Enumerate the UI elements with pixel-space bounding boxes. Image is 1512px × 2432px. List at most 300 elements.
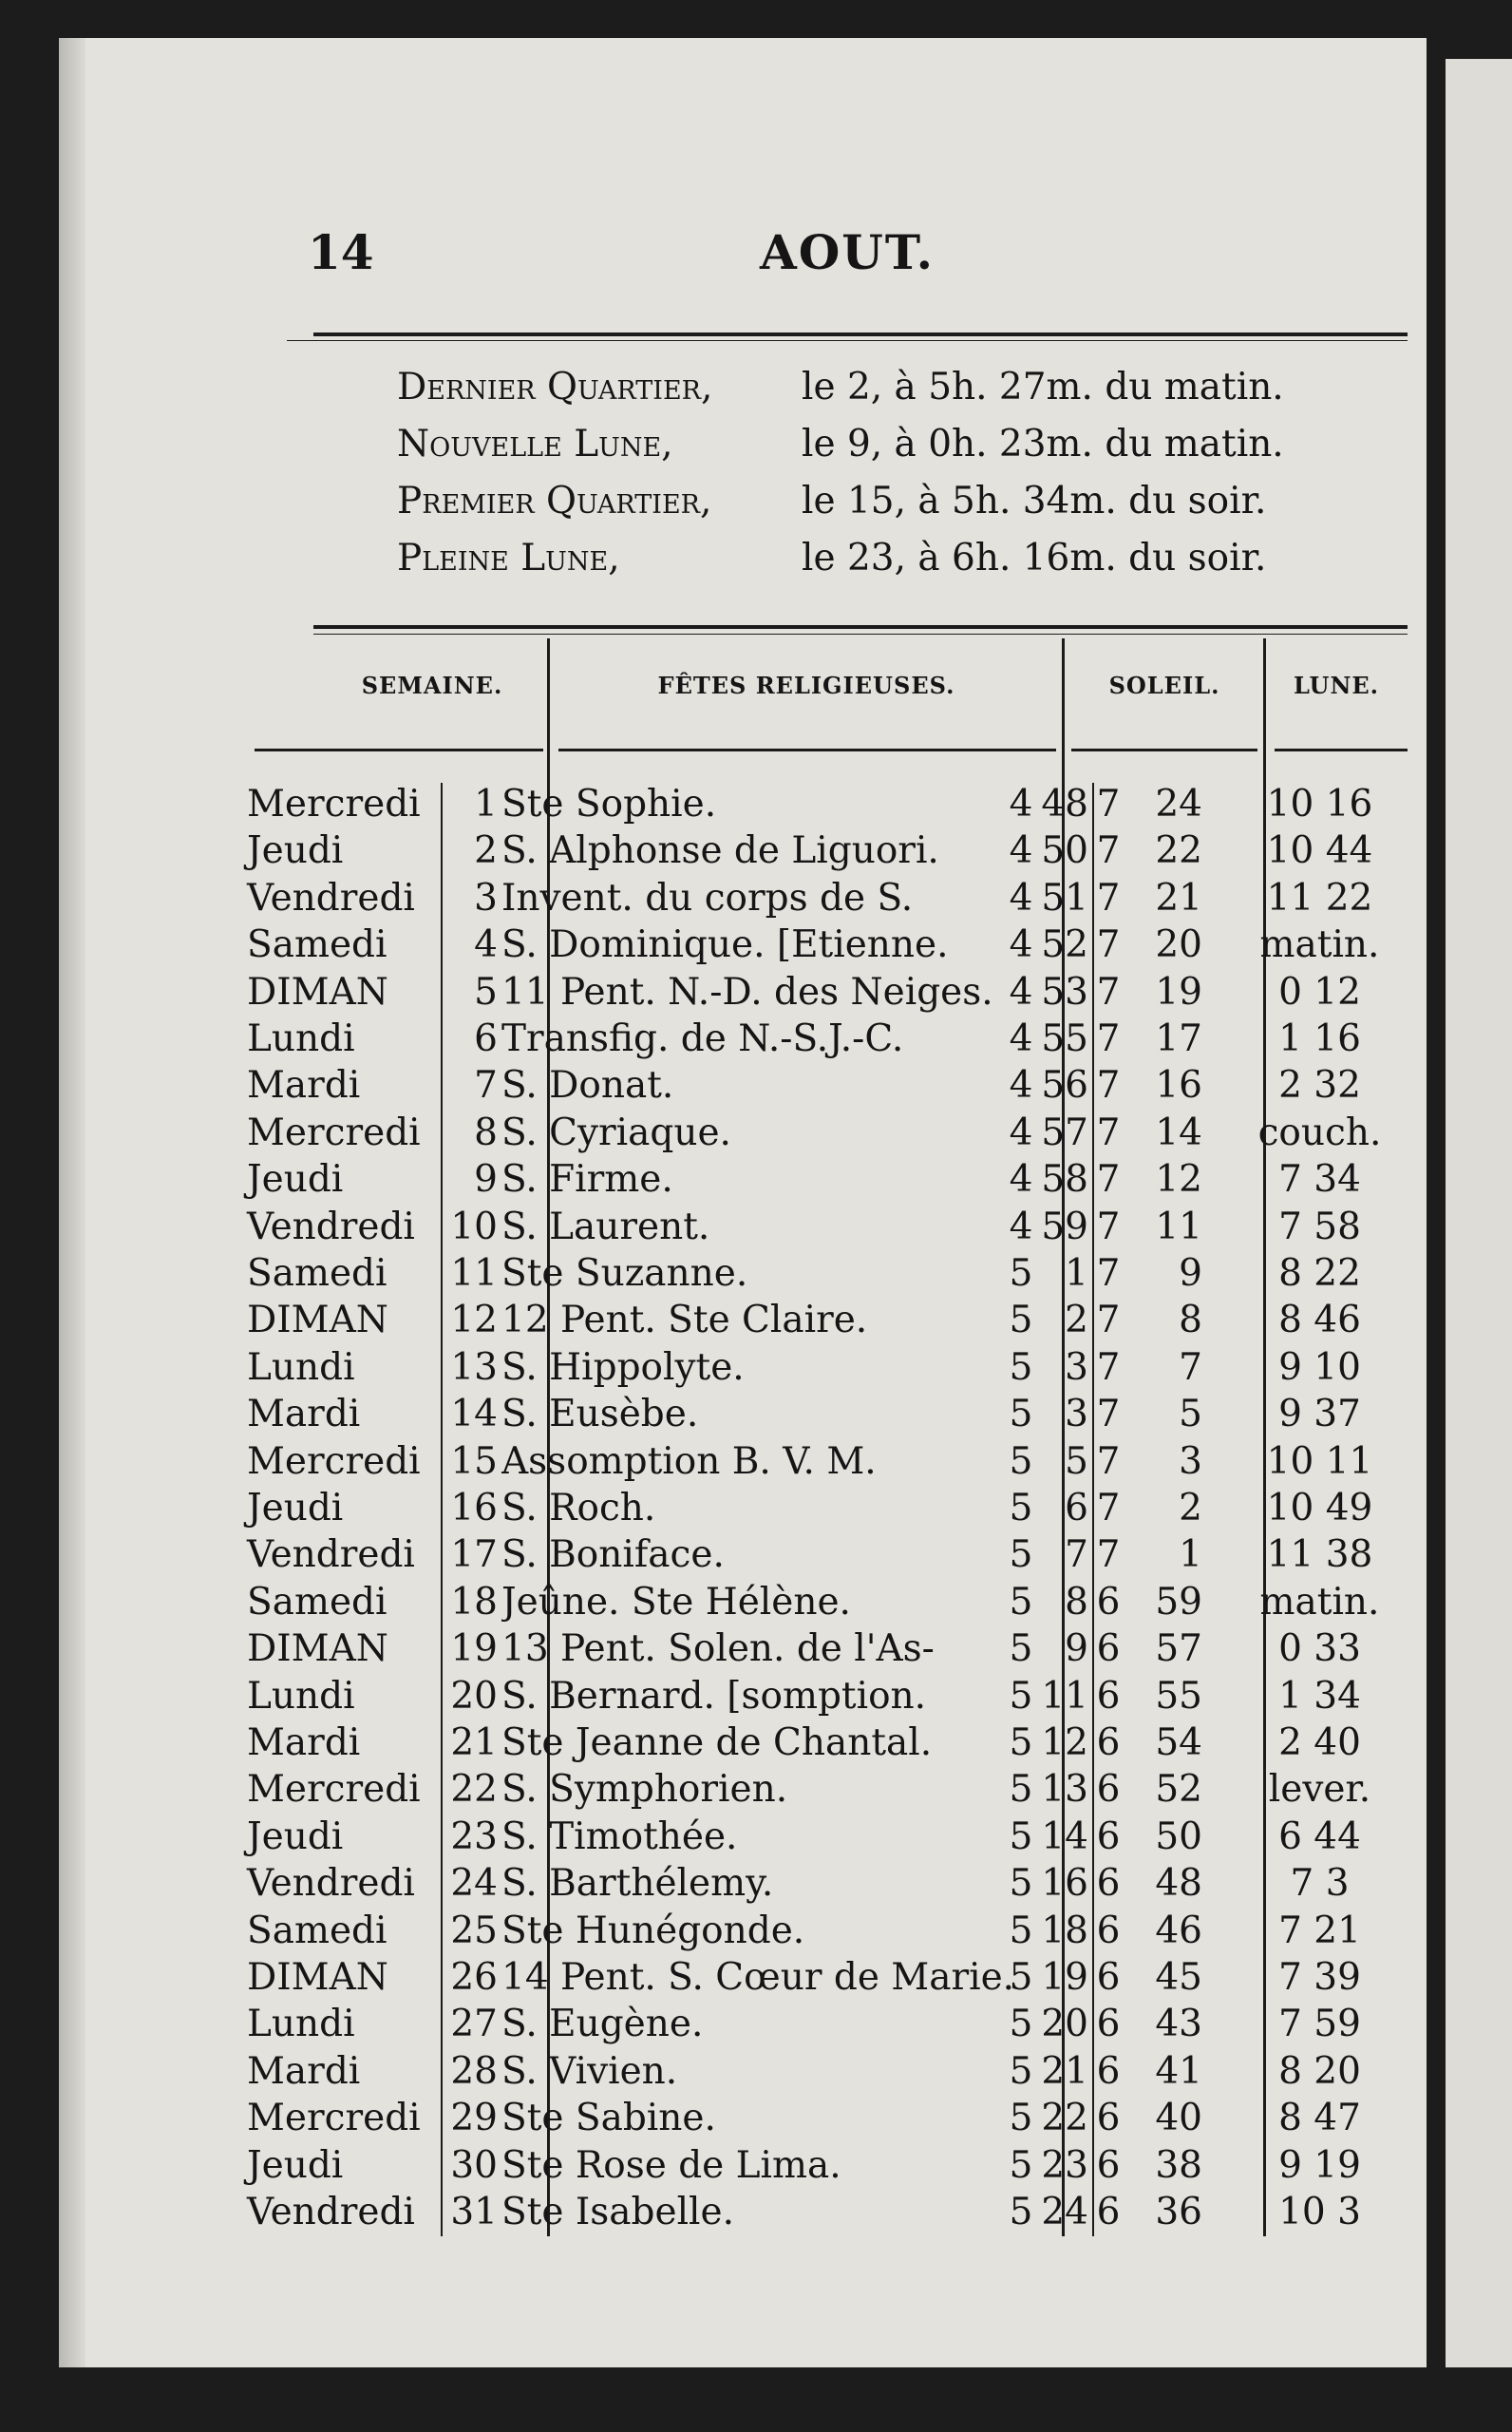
day-name: Mardi [247, 1721, 361, 1764]
sunset-minute: 2 [1179, 1487, 1202, 1530]
day-number: 14 [450, 1393, 498, 1436]
sunset-hour: 6 [1096, 1862, 1121, 1906]
day-number: 31 [450, 2191, 498, 2233]
sunrise-minute: 53 [1041, 970, 1088, 1014]
day-name: Lundi [247, 1674, 355, 1718]
facing-page-edge [1446, 59, 1512, 2367]
sunset-hour: 6 [1096, 2191, 1121, 2233]
feast-name: S. Laurent. [501, 1205, 710, 1248]
moon-time: 10 49 [1266, 1487, 1373, 1530]
day-number: 6 [474, 1017, 498, 1060]
sunset-minute: 19 [1155, 970, 1202, 1014]
sunrise-hour: 5 [1009, 1439, 1033, 1483]
day-name: DIMAN [247, 1299, 388, 1342]
sunrise-minute: 5 [1065, 1439, 1088, 1483]
sunrise-minute: 14 [1041, 1814, 1088, 1858]
sunset-minute: 11 [1155, 1205, 1202, 1248]
sunrise-hour: 5 [1009, 1862, 1033, 1906]
table-row [59, 1766, 1427, 1813]
day-number: 23 [450, 1814, 498, 1858]
day-number: 17 [450, 1533, 498, 1577]
table-top-rule-thin [313, 634, 1408, 635]
day-number: 13 [450, 1345, 498, 1389]
moon-time: matin. [1259, 923, 1380, 967]
sunrise-hour: 5 [1009, 1909, 1033, 1952]
moon-time: 8 47 [1278, 2097, 1361, 2140]
sunrise-hour: 5 [1009, 1956, 1033, 1999]
sunrise-minute: 9 [1065, 1627, 1088, 1671]
day-number: 18 [450, 1580, 498, 1624]
moon-time: 0 33 [1278, 1627, 1361, 1671]
sunset-minute: 40 [1155, 2097, 1202, 2140]
moon-time: 7 34 [1278, 1158, 1361, 1202]
sunrise-hour: 5 [1009, 2191, 1033, 2233]
day-number: 3 [474, 876, 498, 920]
sunrise-hour: 5 [1009, 1393, 1033, 1436]
sunrise-minute: 23 [1041, 2143, 1088, 2187]
feast-name: 12 Pent. Ste Claire. [501, 1299, 868, 1342]
table-row [59, 1438, 1427, 1485]
sunset-hour: 6 [1096, 2003, 1121, 2046]
sunrise-minute: 16 [1041, 1862, 1088, 1906]
sunset-minute: 5 [1179, 1393, 1202, 1436]
day-number: 28 [450, 2049, 498, 2093]
sunset-minute: 55 [1155, 1674, 1202, 1718]
day-name: Vendredi [247, 876, 415, 920]
day-number: 21 [450, 1721, 498, 1764]
day-name: Jeudi [247, 1487, 344, 1530]
moon-time: couch. [1257, 1111, 1382, 1154]
header-underline-sun [1071, 749, 1257, 751]
sunrise-hour: 4 [1009, 970, 1033, 1014]
sunset-hour: 6 [1096, 1814, 1121, 1858]
feast-name: Ste Suzanne. [501, 1252, 748, 1295]
sunset-minute: 20 [1155, 923, 1202, 967]
sunset-hour: 7 [1096, 923, 1121, 967]
feast-name: Ste Sophie. [501, 783, 717, 826]
day-name: Mardi [247, 1064, 361, 1108]
feast-name: Ste Jeanne de Chantal. [501, 1721, 933, 1764]
table-row [59, 1297, 1427, 1343]
feast-name: S. Vivien. [501, 2049, 678, 2093]
sunrise-hour: 4 [1009, 1017, 1033, 1060]
sunset-hour: 6 [1096, 1627, 1121, 1671]
day-number: 30 [450, 2143, 498, 2187]
sunset-hour: 7 [1096, 1111, 1121, 1154]
column-header-feasts: FÊTES RELIGIEUSES. [657, 672, 955, 699]
day-number: 9 [474, 1158, 498, 1202]
sunrise-minute: 58 [1041, 1158, 1088, 1202]
day-number: 7 [474, 1064, 498, 1108]
moon-time: 9 10 [1278, 1345, 1361, 1389]
sunrise-hour: 5 [1009, 1487, 1033, 1530]
moon-time: 9 19 [1278, 2143, 1361, 2187]
moon-time: 10 44 [1266, 829, 1373, 873]
feast-name: S. Barthélemy. [501, 1862, 774, 1906]
table-row [59, 1531, 1427, 1578]
moon-phase-time: le 15, à 5h. 34m. du soir. [802, 480, 1267, 522]
sunset-minute: 17 [1155, 1017, 1202, 1060]
sunrise-minute: 48 [1041, 783, 1088, 826]
sunset-minute: 12 [1155, 1158, 1202, 1202]
sunrise-minute: 19 [1041, 1956, 1088, 1999]
sunrise-minute: 57 [1041, 1111, 1088, 1154]
day-number: 16 [450, 1487, 498, 1530]
sunset-minute: 45 [1155, 1956, 1202, 1999]
feast-name: S. Hippolyte. [501, 1345, 745, 1389]
sunrise-minute: 24 [1041, 2191, 1088, 2233]
day-name: Lundi [247, 1017, 355, 1060]
top-rule-thin [287, 340, 1408, 341]
moon-time: 2 40 [1278, 1721, 1361, 1764]
table-row [59, 1579, 1427, 1625]
sunset-minute: 8 [1179, 1299, 1202, 1342]
almanac-page [59, 38, 1427, 2367]
day-name: Mercredi [247, 2097, 421, 2140]
sunrise-hour: 5 [1009, 1345, 1033, 1389]
day-number: 4 [474, 923, 498, 967]
sunset-hour: 6 [1096, 1721, 1121, 1764]
column-header-moon: LUNE. [1293, 672, 1380, 699]
moon-time: 10 3 [1278, 2191, 1361, 2233]
sunrise-hour: 5 [1009, 1252, 1033, 1295]
table-row [59, 2001, 1427, 2047]
moon-time: 7 3 [1290, 1862, 1350, 1906]
sunset-minute: 7 [1179, 1345, 1202, 1389]
moon-time: 11 22 [1266, 876, 1373, 920]
moon-time: 7 21 [1278, 1909, 1361, 1952]
sunset-hour: 7 [1096, 1158, 1121, 1202]
sunset-hour: 7 [1096, 1205, 1121, 1248]
moon-time: 10 16 [1266, 783, 1373, 826]
table-row [59, 1110, 1427, 1156]
moon-time: 7 59 [1278, 2003, 1361, 2046]
table-row [59, 1062, 1427, 1109]
sunset-hour: 7 [1096, 1393, 1121, 1436]
sunrise-hour: 4 [1009, 1111, 1033, 1154]
day-number: 10 [450, 1205, 498, 1248]
sunset-minute: 57 [1155, 1627, 1202, 1671]
sunset-minute: 54 [1155, 1721, 1202, 1764]
day-number: 19 [450, 1627, 498, 1671]
sunset-minute: 43 [1155, 2003, 1202, 2046]
sunrise-hour: 5 [1009, 1580, 1033, 1624]
sunset-minute: 52 [1155, 1768, 1202, 1812]
table-row [59, 2189, 1427, 2235]
sunset-minute: 21 [1155, 876, 1202, 920]
table-row [59, 2095, 1427, 2141]
feast-name: S. Firme. [501, 1158, 673, 1202]
sunset-minute: 22 [1155, 829, 1202, 873]
day-number: 8 [474, 1111, 498, 1154]
feast-name: S. Symphorien. [501, 1768, 788, 1812]
table-row [59, 1485, 1427, 1531]
feast-name: S. Donat. [501, 1064, 674, 1108]
day-name: Mercredi [247, 1768, 421, 1812]
sunrise-hour: 4 [1009, 923, 1033, 967]
table-row [59, 827, 1427, 874]
day-number: 22 [450, 1768, 498, 1812]
day-name: Mercredi [247, 1439, 421, 1483]
sunrise-minute: 2 [1065, 1299, 1088, 1342]
table-row [59, 1908, 1427, 1954]
sunrise-hour: 5 [1009, 1299, 1033, 1342]
day-name: DIMAN [247, 1956, 388, 1999]
feast-name: Ste Sabine. [501, 2097, 716, 2140]
day-name: Lundi [247, 1345, 355, 1389]
sunrise-minute: 51 [1041, 876, 1088, 920]
feast-name: 13 Pent. Solen. de l'As- [501, 1627, 935, 1671]
sunset-hour: 7 [1096, 1064, 1121, 1108]
moon-time: matin. [1259, 1580, 1380, 1624]
sunset-hour: 6 [1096, 1580, 1121, 1624]
moon-time: 7 39 [1278, 1956, 1361, 1999]
sunrise-hour: 5 [1009, 1627, 1033, 1671]
sunrise-minute: 12 [1041, 1721, 1088, 1764]
table-row [59, 875, 1427, 922]
sunrise-hour: 5 [1009, 1814, 1033, 1858]
feast-name: Ste Hunégonde. [501, 1909, 805, 1952]
column-header-week: SEMAINE. [361, 672, 503, 699]
table-row [59, 1391, 1427, 1437]
sunset-hour: 6 [1096, 2049, 1121, 2093]
table-top-rule [313, 625, 1408, 629]
sunrise-hour: 5 [1009, 1768, 1033, 1812]
sunset-hour: 6 [1096, 2143, 1121, 2187]
sunrise-minute: 59 [1041, 1205, 1088, 1248]
day-number: 26 [450, 1956, 498, 1999]
feast-name: Assomption B. V. M. [501, 1439, 877, 1483]
sunset-hour: 6 [1096, 1956, 1121, 1999]
feast-name: Invent. du corps de S. [501, 876, 914, 920]
day-name: Vendredi [247, 1533, 415, 1577]
table-row [59, 2048, 1427, 2095]
sunrise-minute: 13 [1041, 1768, 1088, 1812]
sunset-minute: 50 [1155, 1814, 1202, 1858]
day-name: Mardi [247, 2049, 361, 2093]
sunset-hour: 6 [1096, 1768, 1121, 1812]
feast-name: S. Timothée. [501, 1814, 738, 1858]
table-row [59, 1625, 1427, 1672]
feast-name: Ste Rose de Lima. [501, 2143, 841, 2187]
sunset-minute: 9 [1179, 1252, 1202, 1295]
sunrise-minute: 56 [1041, 1064, 1088, 1108]
moon-time: 8 46 [1278, 1299, 1361, 1342]
day-number: 1 [474, 783, 498, 826]
sunset-hour: 7 [1096, 1345, 1121, 1389]
sunset-minute: 14 [1155, 1111, 1202, 1154]
table-row [59, 1016, 1427, 1062]
day-name: Mardi [247, 1393, 361, 1436]
sunrise-hour: 4 [1009, 1064, 1033, 1108]
sunset-hour: 6 [1096, 2097, 1121, 2140]
sunrise-minute: 8 [1065, 1580, 1088, 1624]
table-row [59, 1204, 1427, 1250]
sunset-minute: 36 [1155, 2191, 1202, 2233]
moon-time: 7 58 [1278, 1205, 1361, 1248]
feast-name: S. Roch. [501, 1487, 656, 1530]
day-number: 25 [450, 1909, 498, 1952]
sunrise-minute: 3 [1065, 1345, 1088, 1389]
moon-phase-time: le 23, à 6h. 16m. du soir. [802, 537, 1267, 580]
moon-phase-name: Premier Quartier, [397, 480, 712, 522]
day-name: Vendredi [247, 1862, 415, 1906]
feast-name: S. Alphonse de Liguori. [501, 829, 939, 873]
feast-name: S. Boniface. [501, 1533, 725, 1577]
day-name: Vendredi [247, 2191, 415, 2233]
feast-name: S. Dominique. [Etienne. [501, 923, 949, 967]
sunset-hour: 7 [1096, 970, 1121, 1014]
sunset-minute: 48 [1155, 1862, 1202, 1906]
day-name: Lundi [247, 2003, 355, 2046]
sunset-minute: 24 [1155, 783, 1202, 826]
day-number: 15 [450, 1439, 498, 1483]
sunset-minute: 38 [1155, 2143, 1202, 2187]
moon-time: 1 16 [1278, 1017, 1361, 1060]
sunset-hour: 7 [1096, 783, 1121, 826]
sunrise-hour: 5 [1009, 1721, 1033, 1764]
sunrise-hour: 5 [1009, 1674, 1033, 1718]
table-row [59, 922, 1427, 968]
sunset-hour: 7 [1096, 1252, 1121, 1295]
sunrise-minute: 18 [1041, 1909, 1088, 1952]
day-name: Jeudi [247, 2143, 344, 2187]
table-row [59, 1344, 1427, 1391]
feast-name: S. Eugène. [501, 2003, 704, 2046]
sunset-hour: 7 [1096, 1299, 1121, 1342]
sunset-minute: 41 [1155, 2049, 1202, 2093]
day-number: 29 [450, 2097, 498, 2140]
sunset-hour: 7 [1096, 1487, 1121, 1530]
moon-time: 6 44 [1278, 1814, 1361, 1858]
sunset-minute: 3 [1179, 1439, 1202, 1483]
page-number: 14 [308, 224, 374, 280]
day-name: Samedi [247, 1580, 387, 1624]
sunrise-hour: 5 [1009, 2097, 1033, 2140]
moon-time: 8 20 [1278, 2049, 1361, 2093]
moon-time: 2 32 [1278, 1064, 1361, 1108]
sunrise-minute: 21 [1041, 2049, 1088, 2093]
moon-time: lever. [1268, 1768, 1371, 1812]
sunrise-hour: 4 [1009, 876, 1033, 920]
moon-phase-time: le 9, à 0h. 23m. du matin. [802, 423, 1284, 466]
moon-time: 0 12 [1278, 970, 1361, 1014]
day-name: DIMAN [247, 1627, 388, 1671]
sunrise-hour: 5 [1009, 2049, 1033, 2093]
day-name: Mercredi [247, 1111, 421, 1154]
sunrise-minute: 20 [1041, 2003, 1088, 2046]
feast-name: 14 Pent. S. Cœur de Marie. [501, 1956, 1015, 1999]
moon-time: 11 38 [1266, 1533, 1373, 1577]
table-row [59, 1156, 1427, 1203]
day-number: 5 [474, 970, 498, 1014]
header-underline-feasts [558, 749, 1056, 751]
moon-phase-name: Pleine Lune, [397, 537, 620, 580]
sunset-hour: 7 [1096, 829, 1121, 873]
day-number: 11 [450, 1252, 498, 1295]
sunrise-hour: 4 [1009, 783, 1033, 826]
day-name: Samedi [247, 1909, 387, 1952]
table-row [59, 2142, 1427, 2189]
moon-phase-time: le 2, à 5h. 27m. du matin. [802, 366, 1284, 408]
sunset-hour: 7 [1096, 1439, 1121, 1483]
day-name: Samedi [247, 1252, 387, 1295]
sunrise-minute: 50 [1041, 829, 1088, 873]
column-header-sun: SOLEIL. [1108, 672, 1220, 699]
sunrise-minute: 1 [1065, 1252, 1088, 1295]
day-name: Jeudi [247, 1814, 344, 1858]
sunset-minute: 46 [1155, 1909, 1202, 1952]
sunset-hour: 7 [1096, 1017, 1121, 1060]
table-row [59, 1954, 1427, 2001]
feast-name: Transfig. de N.-S.J.-C. [501, 1017, 904, 1060]
day-name: Samedi [247, 923, 387, 967]
moon-time: 10 11 [1266, 1439, 1373, 1483]
sunset-hour: 7 [1096, 1533, 1121, 1577]
day-number: 27 [450, 2003, 498, 2046]
moon-time: 8 22 [1278, 1252, 1361, 1295]
moon-phase-name: Dernier Quartier, [397, 366, 713, 408]
sunrise-minute: 3 [1065, 1393, 1088, 1436]
table-row [59, 969, 1427, 1016]
day-name: DIMAN [247, 970, 388, 1014]
table-row [59, 781, 1427, 827]
feast-name: S. Cyriaque. [501, 1111, 731, 1154]
moon-phase-name: Nouvelle Lune, [397, 423, 673, 466]
feast-name: 11 Pent. N.-D. des Neiges. [501, 970, 993, 1014]
top-rule [313, 332, 1408, 336]
table-row [59, 1814, 1427, 1860]
sunrise-hour: 5 [1009, 2003, 1033, 2046]
day-name: Jeudi [247, 829, 344, 873]
feast-name: Jeûne. Ste Hélène. [501, 1580, 851, 1624]
sunset-hour: 6 [1096, 1909, 1121, 1952]
sunrise-minute: 22 [1041, 2097, 1088, 2140]
day-number: 2 [474, 829, 498, 873]
sunset-minute: 59 [1155, 1580, 1202, 1624]
table-row [59, 1250, 1427, 1297]
day-name: Mercredi [247, 783, 421, 826]
sunrise-hour: 4 [1009, 829, 1033, 873]
feast-name: Ste Isabelle. [501, 2191, 735, 2233]
feast-name: S. Bernard. [somption. [501, 1674, 927, 1718]
sunrise-minute: 55 [1041, 1017, 1088, 1060]
day-number: 24 [450, 1862, 498, 1906]
moon-time: 9 37 [1278, 1393, 1361, 1436]
sunset-hour: 7 [1096, 876, 1121, 920]
sunrise-minute: 11 [1041, 1674, 1088, 1718]
table-row [59, 1860, 1427, 1907]
header-underline-week [255, 749, 543, 751]
sunset-minute: 16 [1155, 1064, 1202, 1108]
day-name: Jeudi [247, 1158, 344, 1202]
feast-name: S. Eusèbe. [501, 1393, 699, 1436]
sunrise-hour: 5 [1009, 1533, 1033, 1577]
sunset-hour: 6 [1096, 1674, 1121, 1718]
table-row [59, 1720, 1427, 1766]
sunrise-hour: 4 [1009, 1158, 1033, 1202]
sunrise-minute: 7 [1065, 1533, 1088, 1577]
sunrise-minute: 52 [1041, 923, 1088, 967]
day-number: 12 [450, 1299, 498, 1342]
day-name: Vendredi [247, 1205, 415, 1248]
sunrise-hour: 5 [1009, 2143, 1033, 2187]
day-number: 20 [450, 1674, 498, 1718]
table-row [59, 1673, 1427, 1720]
moon-time: 1 34 [1278, 1674, 1361, 1718]
sunrise-minute: 6 [1065, 1487, 1088, 1530]
sunrise-hour: 4 [1009, 1205, 1033, 1248]
